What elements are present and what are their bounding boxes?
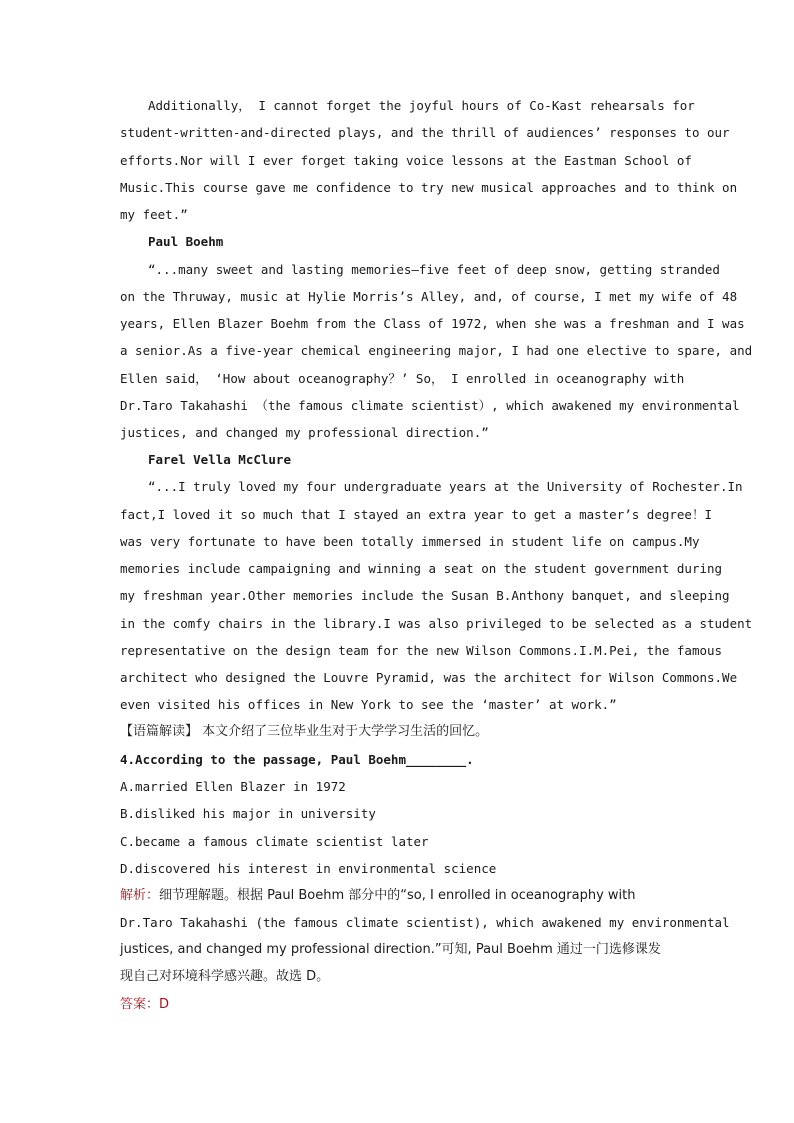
paragraph-line: Additionally， I cannot forget the joyful hours of Co-Kast rehearsals for xyxy=(148,98,695,113)
explanation-line xyxy=(120,888,675,904)
answer-line xyxy=(120,997,675,1013)
explanation-line: Dr.Taro Takahashi (the famous climate scientist), which awakened my environmental xyxy=(120,915,730,930)
option-c: C.became a famous climate scientist later xyxy=(120,834,429,849)
paragraph-line: “...many sweet and lasting memories—five feet of deep snow, getting stranded xyxy=(148,262,720,277)
paragraph-line: was very fortunate to have been totally immersed in student life on campus.My xyxy=(120,534,700,549)
explanation-line: justices, and changed my professional direction.”可知, Paul Boehm 通过一门选修课发 xyxy=(120,942,661,957)
paragraph-line: fact,I loved it so much that I stayed an extra year to get a master’s degree！I xyxy=(120,507,712,522)
explanation-line: 现自己对环境科学感兴趣。故选 D。 xyxy=(120,969,330,984)
speaker-name: Farel Vella McClure xyxy=(148,452,291,467)
paragraph-line: representative on the design team for the new Wilson Commons.I.M.Pei, the famous xyxy=(120,643,723,658)
paragraph-line: “...I truly loved my four undergraduate years at the University of Rochester.In xyxy=(148,479,743,494)
paragraph-line: Dr.Taro Takahashi （the famous climate scientist）, which awakened my environmental xyxy=(120,398,740,413)
paragraph-line: even visited his offices in New York to see the ‘master’ at work.” xyxy=(120,697,617,712)
paragraph-line: Music.This course gave me confidence to try new musical approaches and to think on xyxy=(120,180,738,195)
paragraph-line: a senior.As a five-year chemical engineering major, I had one elective to spare, and xyxy=(120,343,753,358)
paragraph-line: Ellen said， ‘How about oceanography？’ So， I enrolled in oceanography with xyxy=(120,371,685,386)
paragraph-line: years, Ellen Blazer Boehm from the Class of 1972, when she was a freshman and I was xyxy=(120,316,745,331)
passage-analysis-heading: 【语篇解读】 本文介绍了三位毕业生对于大学学习生活的回忆。 xyxy=(120,724,489,739)
answer-value: D xyxy=(159,997,170,1012)
paragraph-line: my freshman year.Other memories include the Susan B.Anthony banquet, and sleeping xyxy=(120,588,730,603)
explanation-label: 解析： xyxy=(120,888,160,903)
paragraph-line: efforts.Nor will I ever forget taking voice lessons at the Eastman School of xyxy=(120,153,692,168)
paragraph-line: justices, and changed my professional direction.” xyxy=(120,425,489,440)
paragraph-line: memories include campaigning and winning a seat on the student government during xyxy=(120,561,723,576)
option-a: A.married Ellen Blazer in 1972 xyxy=(120,779,346,794)
paragraph-line: student-written-and-directed plays, and the thrill of audiences’ responses to our xyxy=(120,125,730,140)
speaker-name: Paul Boehm xyxy=(148,234,224,249)
option-b: B.disliked his major in university xyxy=(120,806,376,821)
question-stem: 4.According to the passage, Paul Boehm________. xyxy=(120,752,474,767)
option-d: D.discovered his interest in environmental science xyxy=(120,861,497,876)
paragraph-line: my feet.” xyxy=(120,207,188,222)
paragraph-line: architect who designed the Louvre Pyramid, was the architect for Wilson Commons.We xyxy=(120,670,738,685)
answer-label: 答案： xyxy=(120,997,160,1012)
paragraph-line: on the Thruway, music at Hylie Morris’s Alley, and, of course, I met my wife of 48 xyxy=(120,289,738,304)
paragraph-line: in the comfy chairs in the library.I was also privileged to be selected as a student xyxy=(120,616,753,631)
explanation-text: 细节理解题。根据 Paul Boehm 部分中的“so, I enrolled in oceanography with xyxy=(159,888,636,903)
